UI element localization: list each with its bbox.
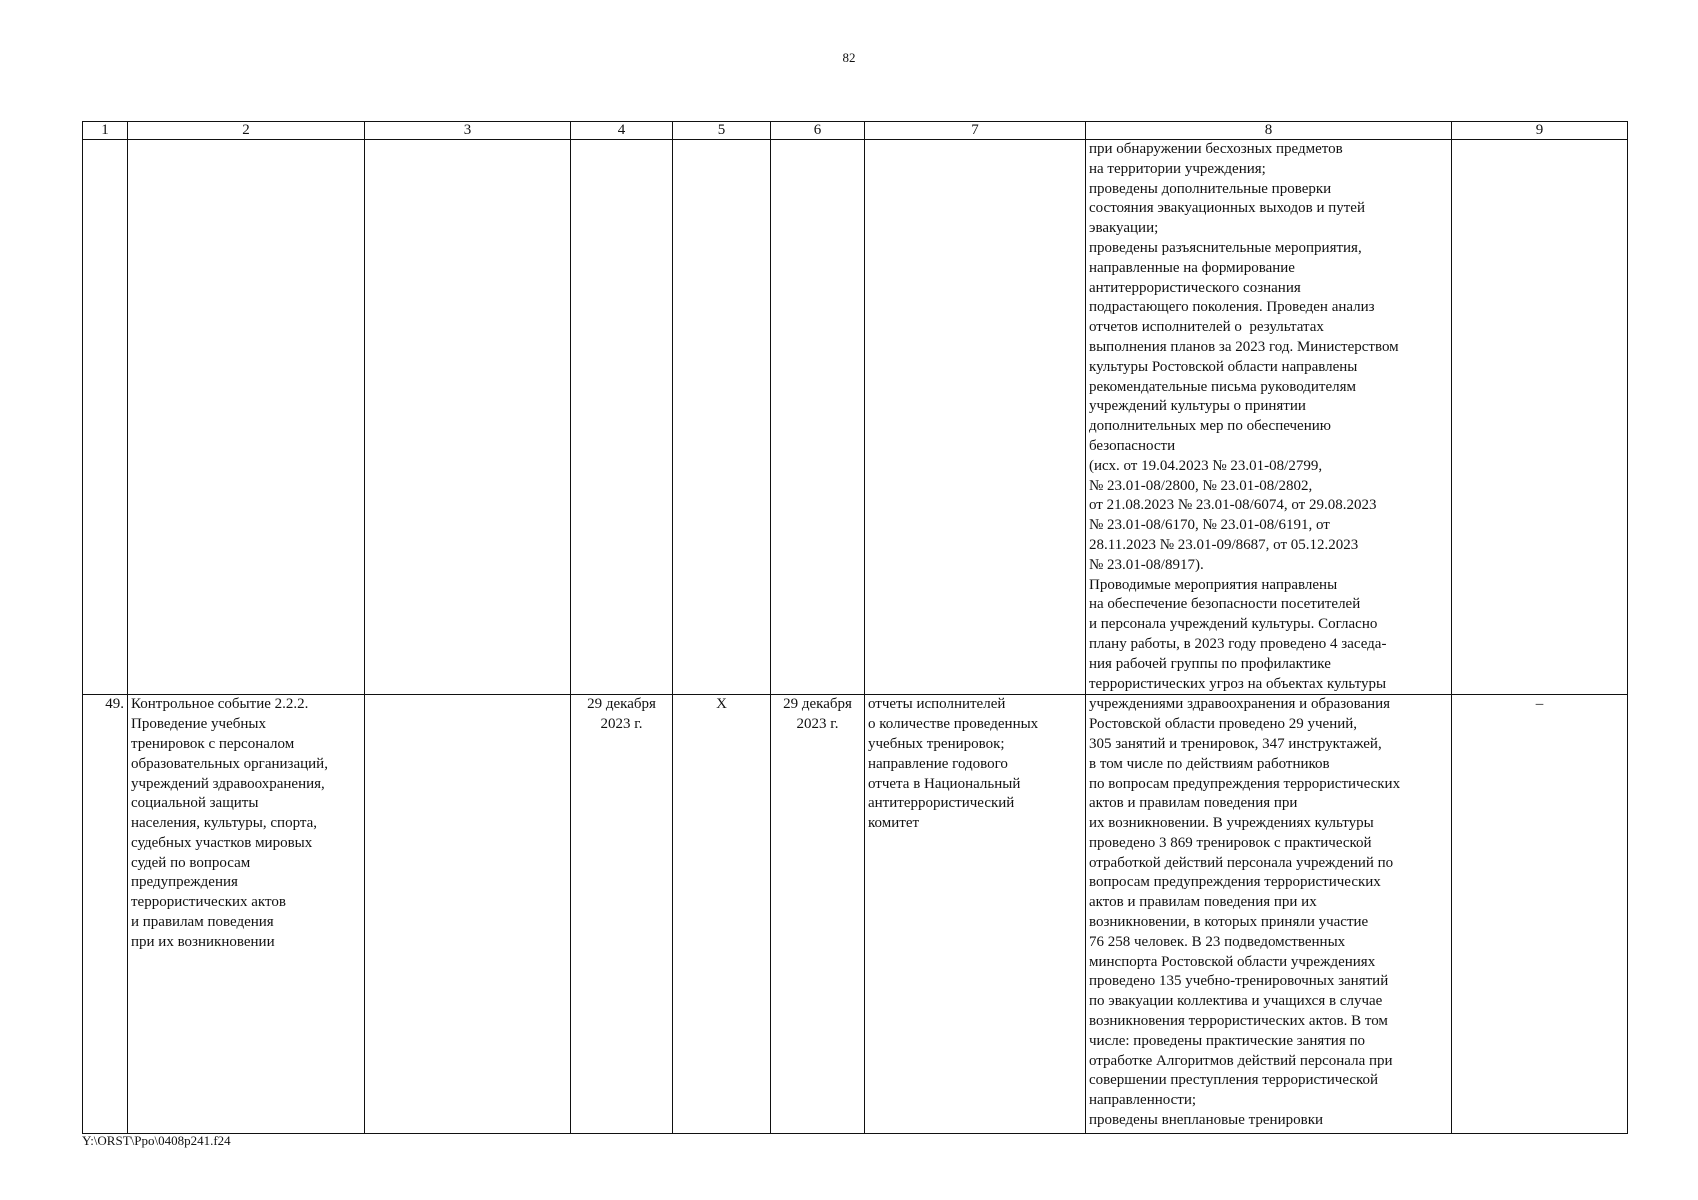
cell-empty — [673, 140, 771, 695]
cell-empty — [1452, 140, 1628, 695]
documents-text: отчеты исполнителей о количестве проведенных учебных тренировок; направление годового отчета в Национальный антитеррористический комитет — [868, 696, 1039, 832]
cell-empty — [771, 140, 865, 695]
report-table — [82, 121, 1628, 1134]
cell-responsible — [365, 695, 571, 1134]
column-header-5: 5 — [673, 122, 771, 140]
column-header-1: 1 — [83, 122, 128, 140]
table-row-49 — [83, 695, 1628, 1134]
footer-file-path: Y:\ORST\Ppo\0408p241.f24 — [82, 1133, 231, 1148]
cell-col9: – — [1452, 695, 1628, 1134]
result-text: учреждениями здравоохранения и образования Ростовской области проведено 29 учений, 305 занятий и тренировок, 347 инструктажей, в том числе по действиям работников по вопросам предупреждения террористических актов и правилам поведения при их возникновении. В учреждениях культуры проведено 3 869 тренировок с практической отработкой действий персонала учреждений по вопросам предупреждения террористических актов и правилам поведения при их возникновении, в которых приняли участие 76 258 человек. В 23 подведомственных минспорта Ростовской области учреждениях проведено 135 учебно-тренировочных занятий по эвакуации коллектива и учащихся в случае возникновения террористических актов. В том числе: проведены практические занятия по отработке Алгоритмов действий персонала при совершении преступления террористической направленности; проведены внеплановые тренировки — [1089, 696, 1401, 1129]
column-header-3: 3 — [365, 122, 571, 140]
cell-planned-date — [571, 695, 673, 1134]
cell-result-continuation — [1086, 140, 1452, 695]
column-header-7: 7 — [865, 122, 1086, 140]
cell-col5: Х — [673, 695, 771, 1134]
table-row-continuation — [83, 140, 1628, 695]
cell-result — [1086, 695, 1452, 1134]
column-header-4: 4 — [571, 122, 673, 140]
column-header-2: 2 — [128, 122, 365, 140]
column-header-8: 8 — [1086, 122, 1452, 140]
table-header-row — [83, 122, 1628, 140]
cell-empty — [865, 140, 1086, 695]
cell-empty — [365, 140, 571, 695]
cell-row-number: 49. — [83, 695, 128, 1134]
planned-date-text: 29 декабря 2023 г. — [587, 696, 656, 733]
result-continuation-text: при обнаружении бесхозных предметов на территории учреждения; проведены дополнительные проверки состояния эвакуационных выходов и путей эвакуации; проведены разъяснительные мероприятия, направленные на формирование антитеррористического сознания подрастающего поколения. Проведен анализ отчетов исполнителей о результатах выполнения планов за 2023 год. Министерством культуры Ростовской области направлены рекомендательные письма руководителям учреждений культуры о принятии дополнительных мер по обеспечению безопасности (исх. от 19.04.2023 № 23.01-08/2799, № 23.01-08/2800, № 23.01-08/2802, от 21.08.2023 № 23.01-08/6074, от 29.08.2023 № 23.01-08/6170, № 23.01-08/6191, от 28.11.2023 № 23.01-09/8687, от 05.12.2023 № 23.01-08/8917). Проводимые мероприятия направлены на обеспечение безопасности посетителей и персонала учреждений культуры. Согласно плану работы, в 2023 году проведено 4 заседа- ния рабочей группы по профилактике террористических угроз на объектах культуры — [1089, 141, 1399, 692]
column-header-9: 9 — [1452, 122, 1628, 140]
cell-empty — [83, 140, 128, 695]
cell-actual-date — [771, 695, 865, 1134]
actual-date-text: 29 декабря 2023 г. — [783, 696, 852, 733]
page-number: 82 — [842, 50, 856, 65]
event-name-text: Контрольное событие 2.2.2. Проведение учебных тренировок с персоналом образовательных организаций, учреждений здравоохранения, социальной защиты населения, культуры, спорта, судебных участков мировых судей по вопросам предупреждения террористических актов и правилам поведения при их возникновении — [131, 696, 328, 950]
cell-documents — [865, 695, 1086, 1134]
cell-empty — [128, 140, 365, 695]
cell-event-name — [128, 695, 365, 1134]
cell-empty — [571, 140, 673, 695]
column-header-6: 6 — [771, 122, 865, 140]
